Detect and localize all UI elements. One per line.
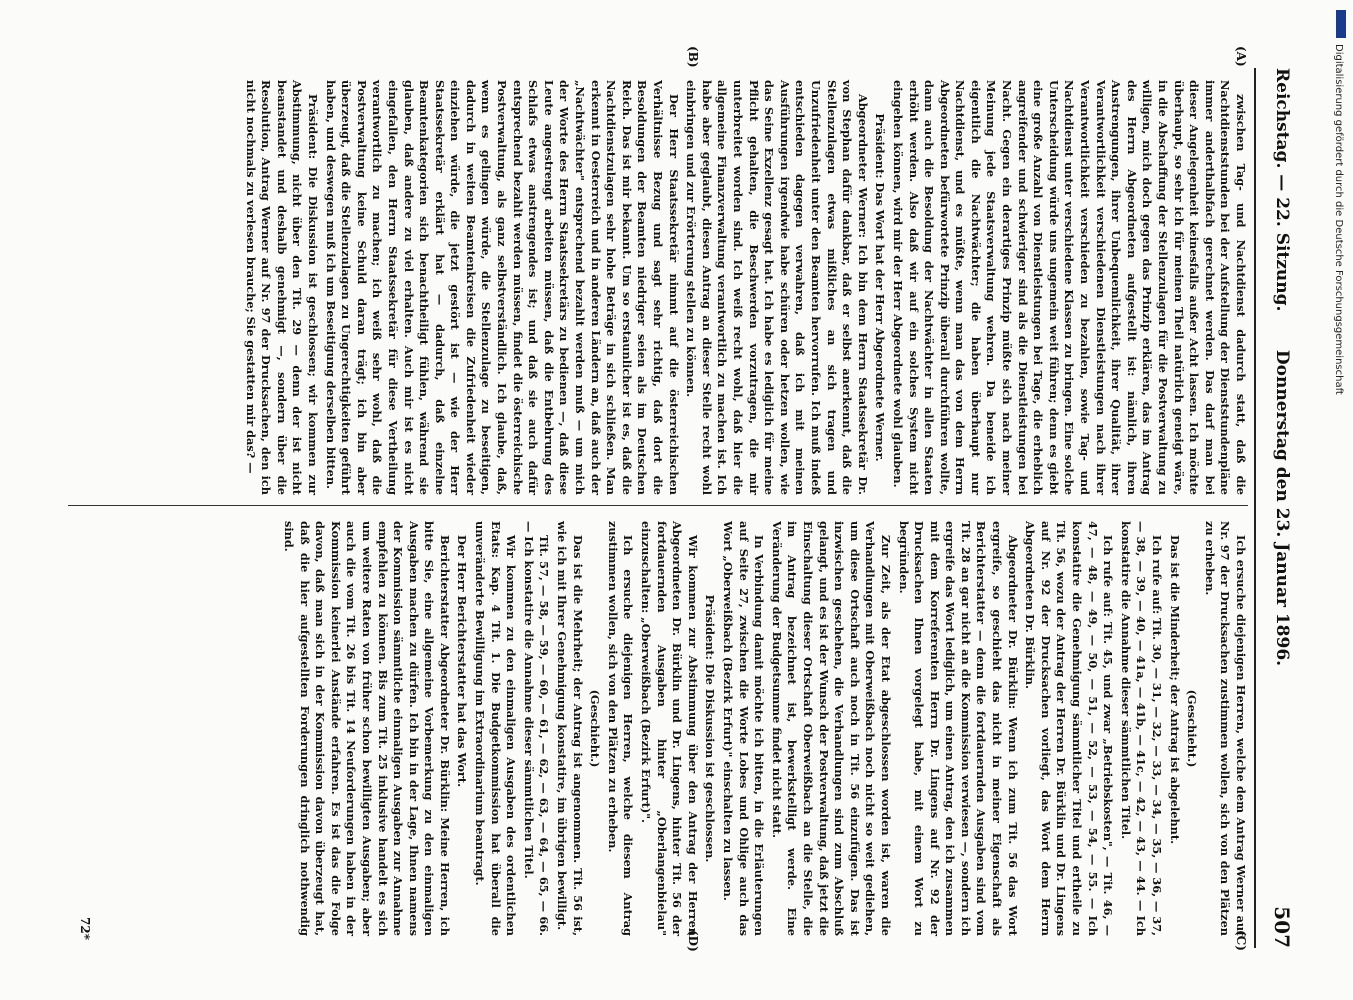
column-divider [68,505,1248,506]
paragraph: Präsident: Die Diskussion ist geschlossen; wir kommen zur Abstimmung, nicht über den Tit. 29 — denn der ist nicht beanstandet und deshalb genehmigt —, sondern über die Resolution, Antrag Werner auf Nr. 97 der Drucksachen, den ich nicht nochmals zu verlesen brauche; Sie gestatten mir das? — [243,80,320,495]
signature-mark: 72* [78,917,92,940]
dfg-logo [1336,10,1346,38]
header-rule [1254,68,1256,948]
paragraph: Präsident: Die Diskussion ist geschlossen. [703,594,718,863]
header-left: Reichstag. — 22. Sitzung. [1272,68,1292,312]
paragraph: Wir kommen zur Abstimmung über den Antrag der Herren Abgeordneten Dr. Bürklin und Dr. Lingens, hinter Tit. 56 der fortdauernden Ausgaben hinter „Oberlangenbielau" einzuschalten: „Oberweißbach (Bezirk Erfurt)". [639,521,700,936]
paragraph: In Verbindung damit möchte ich bitten, in die Erläuterungen auf Seite 27, zwischen die Worte Lobes und Ohlige auch das Wort „Oberweißbach (Bezirk Erfurt)" einschalten zu lassen. [721,521,767,936]
rotated-page-content [60,46,1300,952]
paragraph: Das ist die Minderheit; der Antrag ist abgelehnt. [1167,535,1182,845]
margin-mark-b: (B) [686,46,700,68]
paragraph: (Geschieht.) [588,689,603,768]
paragraph: Präsident: Das Wort hat der Herr Abgeordnete Werner. [873,113,888,462]
paragraph: Das ist die Mehrheit; der Antrag ist angenommen. Tit. 56 ist, wie ich mit Ihrer Genehmigung konstatire, im übrigen bewilligt. [555,521,585,936]
paragraph: Abgeordneter Werner: Ich bin dem Herrn Staatssekretär Dr. von Stephan dafür dankbar, daß er selbst anerkennt, daß die Stellenzulagen etwas mißliches an sich tragen und Unzufriedenheit unter den Beamten hervorrufen. Ich muß indeß entschieden dagegen verwahren, daß ich mit meinen Ausführungen irgendwie habe schüren oder hetzen wollen, wie das Seine Exzellenz gesagt hat. Ich habe es lediglich für meine Pflicht gehalten, die Beschwerden vorzutragen, die mir unterbreitet worden sind. Ich weiß recht wohl, daß hier die allgemeine Finanzverwaltung verantwortlich zu machen ist. Ich habe aber geglaubt, diesen Antrag an dieser Stelle recht wohl einbringen und zur Erörterung stellen zu können. [684,80,870,495]
margin-mark-d: (D) [686,930,700,952]
paragraph: Ich rufe auf: Tit. 30, — 31, — 32, — 33, — 34, — 35, — 36, — 37, — 38, — 39, — 40, — 41a, — 41b, — 41c, — 42, — 43, — 44. — Ich konstatire die Annahme dieser sämmtlichen Titel. [1118,521,1165,936]
paragraph: (Geschieht.) [1185,689,1200,768]
paragraph: Ich ersuche diejenigen Herren, welche diesem Antrag zustimmen wollen, sich von den Plätzen zu erheben. [605,521,636,936]
left-text-column [240,80,1248,495]
right-text-column [278,521,1248,936]
paragraph: Der Herr Staatssekretär nimmt auf die österreichischen Verhältnisse Bezug und sagt sehr richtig, daß dort die Besoldungen der Beamten niedriger seien als im Deutschen Reich. Das ist mir bekannt. Um so erstaunlicher ist es, daß die Nachtdienstzulagen sehr hohe Beträge in sich schließen. Man erkennt in Oesterreich und in anderen Ländern an, daß auch der „Nachtwächter" entsprechend bezahlt werden muß — um mich der Worte des Herrn Staatssekretärs zu bedienen —, daß diese Leute angestrengt arbeiten müssen, daß die Entbehrung des Schlafs etwas anstrengendes ist; und daß sie auch dafür entsprechend bezahlt werden müssen, findet die österreichische Postverwaltung, als ganz selbstverständlich. Ich glaube, daß, wenn es gelingen würde, die Stellenzulage zu beseitigen, dadurch in weiten Beamtenkreisen die Zufriedenheit wieder einziehen würde, die jetzt gestört ist — wie der Herr Staatssekretär erklärt hat — dadurch, daß einzelne Beamtenkategorien sich benachtheiligt fühlen, während sie glauben, daß andere zu viel erhalten. Auch mir ist es nicht eingefallen, den Herrn Staatssekretär für diese Vertheilung verantwortlich zu machen; ich weiß sehr wohl, daß die Postverwaltung keine Schuld daran trägt; ich bin aber überzeugt, daß die Stellenzulagen zu Ungerechtigkeiten geführt haben, und deswegen muß ich um Beseitigung derselben bitten. [323,80,681,495]
page-number: 507 [1270,906,1294,948]
digitization-note: Digitalisierung gefördert durch die Deutsche Forschungsgemeinschaft [1333,44,1344,395]
paragraph: zwischen Tag- und Nachtdienst dadurch statt, daß die Nachtdienststunden bei der Aufstellung der Dienststundenpläne immer anderthalbfach gerechnet werden. Das darf man bei dieser Angelegenheit keinesfalls außer Acht lassen. Ich möchte überhaupt, so sehr ich für meinen Theil natürlich geneigt wäre, in die Abschaffung der Stellenzulagen für die Postverwaltung zu willigen, mich doch gegen das Prinzip erklären, das im Antrag des Herrn Abgeordneten aufgestellt ist: nämlich, ihren Anstrengungen, ihrer Unbequemlichkeit, ihrer Qualität, ihrer Verantwortlichkeit verschiedenen Dienstleistungen nach ihrer Verantwortlichkeit verschieden zu bezahlen, sowie Tag- und Nachtdienst unter verschiedene Klassen zu bringen. Eine solche Unterscheidung würde uns ungemein weit führen; denn es giebt eine große Anzahl von Dienstleistungen bei Tage, die erheblich angreifender und schwieriger sind als die Dienstleistungen bei Nacht. Gegen ein derartiges Prinzip müßte sich nach meiner Meinung jede Staatsverwaltung wehren. Da beneide ich eigentlich die Nachtwächter; die haben überhaupt nur Nachtdienst, und es müßte, wenn man das von dem Herrn Abgeordneten befürwortete Prinzip überall durchführen wollte, dann auch die Besoldung der Nachtwächter in allen Staaten erhöht werden. Also daß wir auf ein solches System nicht eingehen können, wird mir der Herr Abgeordnete wohl glauben. [890,80,1248,495]
paragraph: Tit. 57, — 58, — 59, — 60, — 61, — 62, — 63, — 64, — 65, — 66. — Ich konstatire die Annahme dieser sämmtlichen Titel. [521,521,552,936]
running-header [1264,68,1300,948]
paragraph: Der Herr Berichterstatter hat das Wort. [455,535,470,788]
paragraph: Zur Zeit, als der Etat abgeschlossen worden ist, waren die Verhandlungen mit Oberweißbach noch nicht so weit gediehen, um diese Ortschaft auch noch in Tit. 56 einzufügen. Das ist inzwischen geschehen, die Verhandlungen sind zum Abschluß gelangt, und es ist der Wunsch der Postverwaltung, daß jetzt die Einschaltung dieser Ortschaft Oberweißbach an die Stelle, die im Antrag bezeichnet ist, bewerkstelligt werde. Eine Veränderung der Budgetsumme findet nicht statt. [769,521,893,936]
paragraph: Berichterstatter Abgeordneter Dr. Bürklin: Meine Herren, ich bitte Sie, eine allgemeine Vorbemerkung zu den einmaligen Ausgaben machen zu dürfen. Ich bin in der Lage, Ihnen namens der Kommission sämmtliche einmaligen Ausgaben zur Annahme empfehlen zu können. Bis zum Tit. 25 inklusive handelt es sich um weitere Raten von früher schon bewilligten Ausgaben; aber auch die vom Tit. 26 bis Tit. 14 Neuforderungen haben in der Kommission keinerlei Anstände erfahren. Es ist das die Folge davon, daß man sich in der Kommission davon überzeugt hat, daß die hier aufgestellten Forderungen dringlich nothwendig sind. [281,521,452,936]
margin-mark-c: (C) [1234,930,1248,951]
header-date: Donnerstag den 23. Januar 1896. [1272,349,1292,667]
paragraph: Ich rufe auf: Tit. 45, und zwar „Betriebskosten", — Tit. 46, — 47, — 48, — 49, — 50, — 51, — 52, — 53, — 54, — 55. — Ich konstatire die Genehmigung sämmtlicher Titel und ertheile zu Tit. 56, wozu der Antrag der Herren Dr. Bürklin und Dr. Lingens auf Nr. 92 der Drucksachen vorliegt, das Wort dem Herrn Abgeordneten Dr. Bürklin. [1023,521,1116,936]
margin-mark-a: (A) [1234,46,1248,67]
paragraph: Wir kommen zu den einmaligen Ausgaben des ordentlichen Etats: Kap. 4 Tit. 1. Die Budgetkommission hat überall die unveränderte Bewilligung im Extraordinarium beantragt. [473,521,519,936]
paragraph: Abgeordneter Dr. Bürklin: Wenn ich zum Tit. 56 das Wort ergreife, so geschieht das nicht in meiner Eigenschaft als Berichterstatter — denn die fortdauernden Ausgaben sind vom Tit. 28 an gar nicht an die Kommission verwiesen —, sondern ich ergreife das Wort lediglich, um einen Antrag, den ich zusammen mit dem Korreferenten Herrn Dr. Lingens auf Nr. 92 der Drucksachen Ihnen vorgelegt habe, mit einem Wort zu begründen. [896,521,1020,936]
paragraph: Ich ersuche diejenigen Herren, welche dem Antrag Werner auf Nr. 97 der Drucksachen zustimmen wollen, sich von den Plätzen zu erheben. [1202,521,1248,936]
